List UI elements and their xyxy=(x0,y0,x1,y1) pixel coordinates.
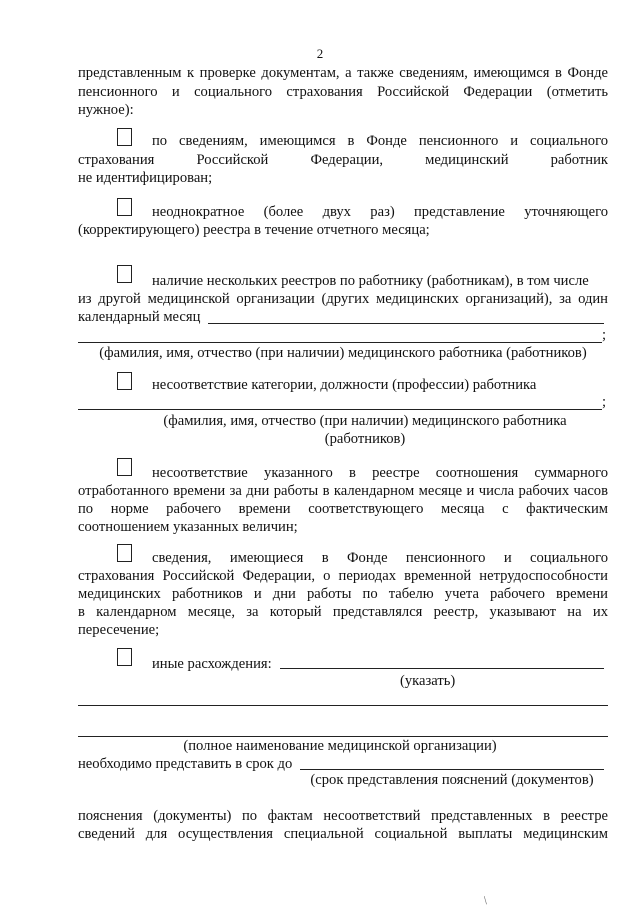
fill-line-month[interactable] xyxy=(208,323,604,324)
intro-line-1: представленным к проверке документам, а также сведениям, имеющимся в Фонде xyxy=(78,65,608,81)
semicolon-2: ; xyxy=(602,394,607,410)
item3-line-1: наличие нескольких реестров по работнику (работникам), в том числе xyxy=(152,273,589,289)
item6-line-3: медицинских работников и дни работы по табелю учета рабочего времени xyxy=(78,586,608,602)
fill-line-org-1[interactable] xyxy=(78,705,608,706)
pen-mark: / xyxy=(480,893,491,907)
item1-line-2: страхования Российской Федерации, медицинский работник xyxy=(78,152,608,168)
fill-line-org-2[interactable] xyxy=(78,736,608,737)
item3-caption: (фамилия, имя, отчество (при наличии) медицинского работника (работников) xyxy=(99,345,587,361)
checkbox-multiple-registries[interactable] xyxy=(117,265,132,283)
checkbox-sick-leave-overlap[interactable] xyxy=(117,544,132,562)
item5-line-1: несоответствие указанного в реестре соотношения суммарного xyxy=(152,465,608,481)
item5-line-2: отработанного времени за дни работы в календарном месяце и числа рабочих часов xyxy=(78,483,608,499)
intro-line-3: нужное): xyxy=(78,102,134,118)
item5-line-4: соотношением указанных величин; xyxy=(78,519,298,535)
checkbox-other-discrepancies[interactable] xyxy=(117,648,132,666)
deadline-caption: (срок представления пояснений (документов) xyxy=(310,772,594,788)
item6-line-4: в календарном месяце, за который представлялся реестр, указывают на их xyxy=(78,604,608,620)
closing-line-1: пояснения (документы) по фактам несоответствий представленных в реестре xyxy=(78,808,608,824)
page-number: 2 xyxy=(316,46,324,61)
checkbox-time-ratio-mismatch[interactable] xyxy=(117,458,132,476)
closing-line-2: сведений для осуществления специальной социальной выплаты медицинским xyxy=(78,826,608,842)
fill-line-deadline[interactable] xyxy=(300,769,604,770)
item6-line-2: страхования Российской Федерации, о периодах временной нетрудоспособности xyxy=(78,568,608,584)
item7-line-1: иные расхождения: xyxy=(152,656,272,672)
semicolon-1: ; xyxy=(602,327,607,343)
fill-line-names-2[interactable] xyxy=(78,409,602,410)
item3-line-2: из другой медицинской организации (других медицинских организаций), за один xyxy=(78,291,608,307)
item4-caption-2: (работников) xyxy=(324,431,406,447)
item1-line-1: по сведениям, имеющимся в Фонде пенсионного и социального xyxy=(152,133,608,149)
item2-line-2: (корректирующего) реестра в течение отчетного месяца; xyxy=(78,222,430,238)
item6-line-1: сведения, имеющиеся в Фонде пенсионного и социального xyxy=(152,550,608,566)
item3-line-3: календарный месяц xyxy=(78,309,201,325)
item2-line-1: неоднократное (более двух раз) представление уточняющего xyxy=(152,204,608,220)
fill-line-names-1[interactable] xyxy=(78,342,602,343)
org-caption: (полное наименование медицинской организации) xyxy=(183,738,497,754)
item1-line-3: не идентифицирован; xyxy=(78,170,213,186)
checkbox-not-identified[interactable] xyxy=(117,128,132,146)
intro-line-2: пенсионного и социального страхования Российской Федерации (отметить xyxy=(78,84,608,100)
item4-caption-1: (фамилия, имя, отчество (при наличии) медицинского работника xyxy=(163,413,567,429)
item4-line-1: несоответствие категории, должности (профессии) работника xyxy=(152,377,537,393)
item6-line-5: пересечение; xyxy=(78,622,160,638)
checkbox-category-mismatch[interactable] xyxy=(117,372,132,390)
item7-caption: (указать) xyxy=(400,673,456,689)
checkbox-repeated-registry[interactable] xyxy=(117,198,132,216)
item5-line-3: по норме рабочего времени соответствующего месяца с фактическим xyxy=(78,501,608,517)
fill-line-other[interactable] xyxy=(280,668,604,669)
deadline-label: необходимо представить в срок до xyxy=(78,756,293,772)
